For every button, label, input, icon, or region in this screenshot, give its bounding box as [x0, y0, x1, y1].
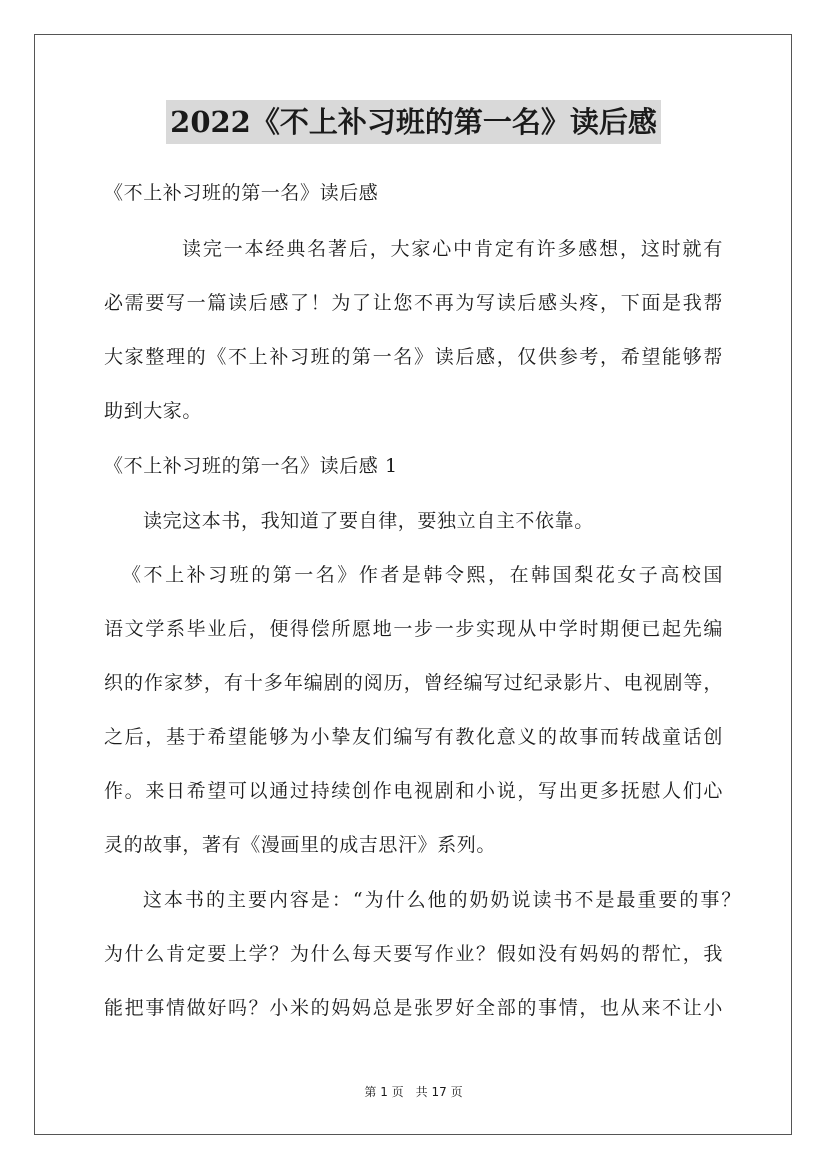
paragraph-line: 织的作家梦，有十多年编剧的阅历，曾经编写过纪录影片、电视剧等，: [104, 672, 723, 694]
paragraph-line: 大家整理的《不上补习班的第一名》读后感，仅供参考，希望能够帮: [104, 346, 723, 368]
paragraph-line: 作。来日希望可以通过持续创作电视剧和小说，写出更多抚慰人们心: [104, 780, 723, 802]
paragraph-line: 之后，基于希望能够为小挚友们编写有教化意义的故事而转战童话创: [104, 726, 723, 748]
document-title: 2022《不上补习班的第一名》读后感: [166, 100, 661, 144]
paragraph-line: 这本书的主要内容是：“为什么他的奶奶说读书不是最重要的事？: [143, 889, 741, 911]
paragraph-line: 能把事情做好吗？小米的妈妈总是张罗好全部的事情，也从来不让小: [104, 997, 723, 1019]
paragraph-line: 《不上补习班的第一名》作者是韩令熙，在韩国梨花女子高校国: [122, 564, 723, 586]
section-heading: 《不上补习班的第一名》读后感 1: [104, 455, 398, 477]
page-footer: 第 1 页 共 17 页: [364, 1085, 463, 1099]
paragraph-line: 语文学系毕业后，便得偿所愿地一步一步实现从中学时期便已起先编: [104, 618, 723, 640]
paragraph-line: 必需要写一篇读后感了！为了让您不再为写读后感头疼，下面是我帮: [104, 292, 723, 314]
paragraph-line: 读完一本经典名著后，大家心中肯定有许多感想，这时就有: [182, 238, 723, 260]
section-heading: 《不上补习班的第一名》读后感: [104, 182, 379, 204]
paragraph-line: 助到大家。: [104, 400, 203, 422]
paragraph-line: 灵的故事，著有《漫画里的成吉思汗》系列。: [104, 834, 497, 856]
document-title-wrap: [0, 100, 827, 144]
paragraph-line: 为什么肯定要上学？为什么每天要写作业？假如没有妈妈的帮忙，我: [104, 943, 723, 965]
paragraph-line: 读完这本书，我知道了要自律，要独立自主不依靠。: [143, 510, 594, 532]
